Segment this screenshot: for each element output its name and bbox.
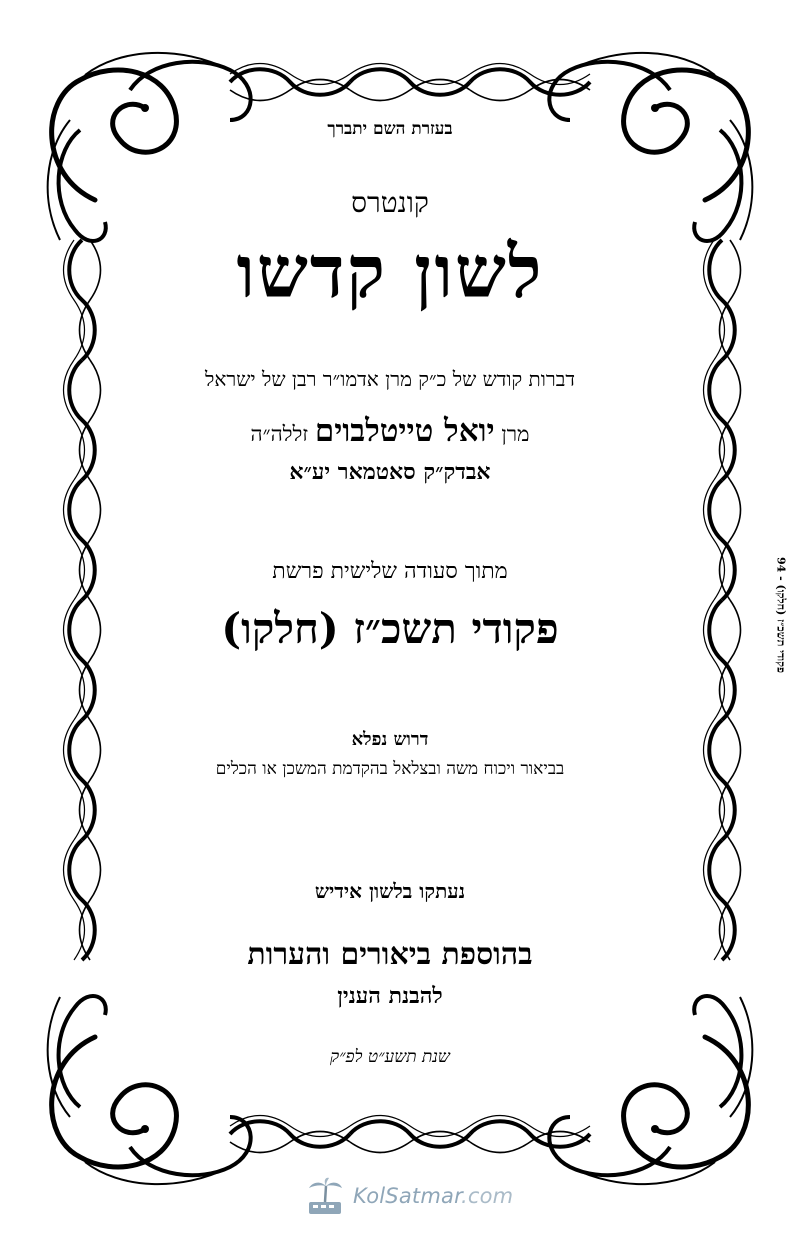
- line2-prefix: מרן: [501, 422, 530, 446]
- author-name: יואל טייטלבוים: [314, 413, 495, 449]
- parsha-title: פקודי תשכ״ז (חלקו): [221, 604, 559, 653]
- year-line: שנת תשע״ט לפ״ק: [330, 1047, 450, 1067]
- side-page-note: פקודי תשכ״ז (חלקו) - 94: [774, 557, 788, 673]
- site-logo[interactable]: [305, 1176, 513, 1216]
- line2-suffix: זללה״ה: [250, 422, 309, 446]
- logo-text: KolSatmar.com: [353, 1184, 514, 1208]
- translation-note: נעתקו בלשון אידיש: [314, 879, 466, 903]
- subtitle-line-2: [120, 414, 660, 448]
- additions-heading: בהוספת ביאורים והערות: [247, 937, 533, 972]
- palm-tree-icon: [305, 1176, 345, 1216]
- main-title: לשון קדשו: [236, 229, 544, 314]
- greeting-line: בעזרת השם יתברך: [327, 119, 453, 139]
- subtitle-line-1: דברות קודש של כ״ק מרן אדמו״ר רבן של ישראל: [205, 367, 575, 391]
- source-line: מתוך סעודה שלישית פרשת: [272, 559, 508, 584]
- drush-heading: דרוש נפלא: [351, 729, 429, 750]
- kuntres-label: קונטרס: [351, 186, 429, 219]
- subtitle-line-3: אבדק״ק סאטמאר יע״א: [289, 459, 491, 485]
- understanding-line: להבנת הענין: [337, 983, 443, 1009]
- drush-description: בביאור ויכוח משה ובצלאל בהקדמת המשכן או הכלים: [215, 759, 565, 779]
